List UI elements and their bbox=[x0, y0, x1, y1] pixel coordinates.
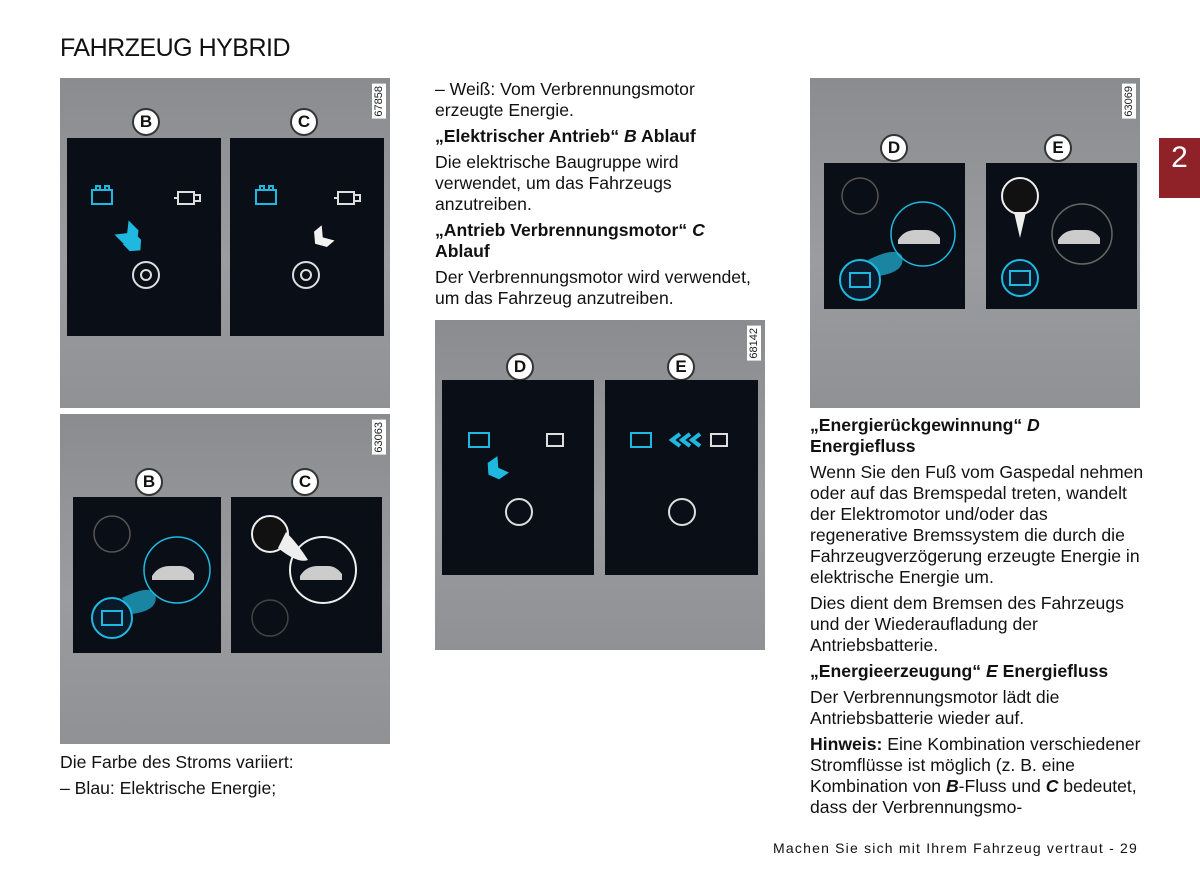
section-heading: „Antrieb Verbrennungsmotor“ C Ablauf bbox=[435, 220, 705, 261]
figure-code: 63063 bbox=[373, 422, 385, 453]
paragraph: Wenn Sie den Fuß vom Gaspedal nehmen oder auf das Bremspedal treten, wandelt der Elektromotor und/oder das regenerative Bremssystem die durch die Fahrzeugverzögerung erzeugte Energie in elektrische Energie um. bbox=[810, 462, 1144, 587]
battery-icon bbox=[92, 186, 112, 204]
battery-icon bbox=[256, 186, 276, 204]
middle-column bbox=[435, 79, 755, 314]
label-e: E bbox=[1044, 134, 1072, 162]
flow-diagram-1 bbox=[60, 78, 390, 408]
page-footer: Machen Sie sich mit Ihrem Fahrzeug vertraut - 29 bbox=[773, 840, 1138, 856]
car-icon bbox=[152, 566, 194, 580]
engine-icon bbox=[547, 434, 563, 446]
figure-code: 67858 bbox=[373, 86, 385, 117]
section-heading: „Elektrischer Antrieb“ B Ablauf bbox=[435, 126, 696, 146]
note-paragraph: Hinweis: Eine Kombination verschiedener Stromflüsse ist möglich (z. B. eine Kombination von B-Fluss und C bedeutet, dass der Verbrennungsmo- bbox=[810, 734, 1141, 817]
section-heading: „Energierückgewinnung“ D Energiefluss bbox=[810, 415, 1040, 456]
blue-flow-arrows bbox=[114, 220, 146, 256]
list-item: – Blau: Elektrische Energie; bbox=[60, 778, 277, 798]
flow-diagram-3 bbox=[435, 320, 765, 650]
wheel-icon bbox=[506, 499, 532, 525]
flow-diagram-4 bbox=[810, 78, 1140, 408]
label-b: B bbox=[132, 108, 160, 136]
battery-icon bbox=[469, 433, 489, 447]
label-c: C bbox=[290, 108, 318, 136]
figure-recuperation-generation bbox=[435, 320, 765, 650]
label-d: D bbox=[880, 134, 908, 162]
label-c: C bbox=[291, 468, 319, 496]
paragraph: Dies dient dem Bremsen des Fahrzeugs und der Wiederaufladung der Antriebsbatterie. bbox=[810, 593, 1124, 655]
figure-energy-flow-car bbox=[60, 414, 390, 744]
paragraph: Der Verbrennungsmotor wird verwendet, um das Fahrzeug anzutreiben. bbox=[435, 267, 751, 308]
car-icon bbox=[898, 230, 940, 244]
battery-icon bbox=[631, 433, 651, 447]
white-flow-arrows bbox=[309, 225, 335, 251]
label-e: E bbox=[667, 353, 695, 381]
paragraph: Die elektrische Baugruppe wird verwendet, um das Fahrzeugs anzutreiben. bbox=[435, 152, 679, 214]
section-heading: „Energieerzeugung“ E Energiefluss bbox=[810, 661, 1109, 681]
figure-electric-vs-engine-drive bbox=[60, 78, 390, 408]
paragraph: Die Farbe des Stroms variiert: bbox=[60, 752, 294, 772]
figure-code: 63069 bbox=[1123, 86, 1135, 117]
paragraph: Der Verbrennungsmotor lädt die Antriebsbatterie wieder auf. bbox=[810, 687, 1060, 728]
list-item: – Weiß: Vom Verbrennungsmotor erzeugte Energie. bbox=[435, 79, 695, 120]
right-column bbox=[810, 415, 1145, 823]
label-d: D bbox=[506, 353, 534, 381]
car-icon bbox=[300, 566, 342, 580]
flow-diagram-2 bbox=[60, 414, 390, 744]
engine-icon bbox=[334, 192, 360, 204]
wheel-icon bbox=[133, 262, 159, 288]
page-title: FAHRZEUG HYBRID bbox=[60, 34, 291, 62]
chapter-tab: 2 bbox=[1159, 138, 1200, 198]
wheel-icon bbox=[669, 499, 695, 525]
wheel-icon bbox=[293, 262, 319, 288]
car-icon bbox=[1058, 230, 1100, 244]
figure-code: 68142 bbox=[748, 328, 760, 359]
engine-icon bbox=[174, 192, 200, 204]
label-b: B bbox=[135, 468, 163, 496]
figure-energy-flow-de bbox=[810, 78, 1140, 408]
engine-icon bbox=[711, 434, 727, 446]
left-column bbox=[60, 752, 390, 804]
